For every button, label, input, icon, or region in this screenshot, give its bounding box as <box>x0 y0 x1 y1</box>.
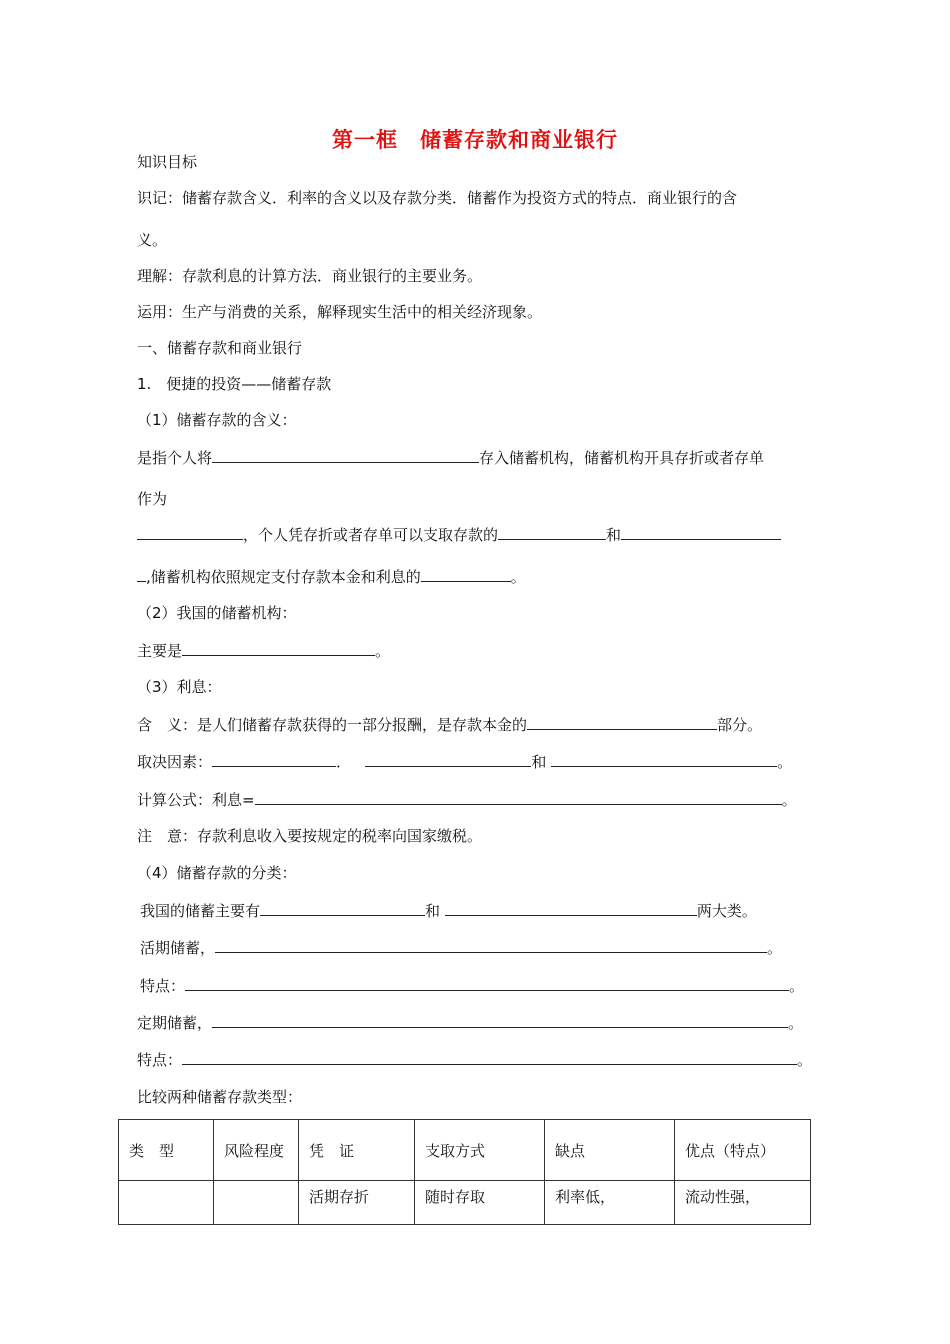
item-1-heading: 1. 便捷的投资——储蓄存款 <box>137 375 332 393</box>
s4-demand-a: 活期储蓄， <box>140 939 216 957</box>
s4-feat2-a: 特点： <box>137 1051 183 1069</box>
s4-feat1-a: 特点： <box>140 977 186 995</box>
blank-field[interactable] <box>255 789 782 805</box>
table-row <box>119 1181 811 1225</box>
table-cell: 活期存折 <box>299 1181 415 1225</box>
s4-demand-b: 。 <box>767 939 783 957</box>
objective-recall-cont: 义。 <box>137 231 168 249</box>
table-header: 优点（特点） <box>675 1120 811 1181</box>
s4-feat1-b: 。 <box>789 977 805 995</box>
s3-formula-b: 。 <box>781 791 797 809</box>
s1-line1 <box>137 447 764 468</box>
s3-meaning-a: 含 义：是人们储蓄存款获得的一部分报酬，是存款本金的 <box>137 716 528 734</box>
table-cell: 随时存取 <box>415 1181 545 1225</box>
s4-fixed-b: 。 <box>788 1014 804 1032</box>
s4-two-c: 两大类。 <box>696 902 757 920</box>
blank-field[interactable] <box>212 1012 788 1028</box>
table-header-row <box>119 1120 811 1181</box>
section-heading: 一、储蓄存款和商业银行 <box>137 339 303 357</box>
s3-formula <box>137 789 797 810</box>
s4-two-a: 我国的储蓄主要有 <box>140 902 261 920</box>
page-title: 第一框 储蓄存款和商业银行 <box>332 128 618 152</box>
s2-line-b: 。 <box>375 642 391 660</box>
s1-line4-a: ,储蓄机构依照规定支付存款本金和利息的 <box>146 568 421 586</box>
blank-field[interactable] <box>365 751 531 767</box>
s1-line3-a: ，个人凭存折或者存单可以支取存款的 <box>243 526 499 544</box>
blank-field[interactable] <box>421 566 511 582</box>
blank-field[interactable] <box>137 524 243 540</box>
comparison-table <box>118 1119 811 1225</box>
blank-field[interactable] <box>527 714 717 730</box>
objectives-heading: 知识目标 <box>137 153 198 171</box>
blank-field[interactable] <box>185 975 789 991</box>
table-cell <box>214 1181 299 1225</box>
blank-field[interactable] <box>212 447 479 463</box>
objective-recall: 识记：储蓄存款含义．利率的含义以及存款分类．储蓄作为投资方式的特点．商业银行的含 <box>137 189 738 207</box>
s4-two-b: 和 <box>425 902 441 920</box>
blank-field[interactable] <box>260 900 425 916</box>
table-header: 类 型 <box>119 1120 214 1181</box>
s1-line1-a: 是指个人将 <box>137 449 213 467</box>
blank-field[interactable] <box>137 566 146 582</box>
blank-field[interactable] <box>621 524 781 540</box>
s3-meaning-b: 部分。 <box>717 716 763 734</box>
s3-formula-a: 计算公式：利息= <box>137 791 255 809</box>
blank-field[interactable] <box>182 640 375 656</box>
s4-label: （4）储蓄存款的分类： <box>137 864 297 882</box>
s2-label: （2）我国的储蓄机构： <box>137 604 297 622</box>
s1-line4-b: 。 <box>510 568 526 586</box>
s3-factors-c: 和 <box>531 753 547 771</box>
table-cell: 流动性强， <box>675 1181 811 1225</box>
s4-feature-1 <box>140 975 804 996</box>
blank-field[interactable] <box>551 751 777 767</box>
blank-field[interactable] <box>498 524 606 540</box>
s3-label: （3）利息： <box>137 678 222 696</box>
s3-factors-b: ． <box>336 753 352 771</box>
s3-meaning <box>137 714 762 735</box>
s4-feat2-b: 。 <box>797 1051 813 1069</box>
table-header: 支取方式 <box>415 1120 545 1181</box>
blank-field[interactable] <box>445 900 697 916</box>
s1-line3-b: 和 <box>606 526 622 544</box>
s1-line2: 作为 <box>137 490 168 508</box>
s2-line <box>137 640 390 661</box>
s4-two-types <box>140 900 757 921</box>
s1-label: （1）储蓄存款的含义： <box>137 411 297 429</box>
s4-fixed-a: 定期储蓄， <box>137 1014 213 1032</box>
table-header: 凭 证 <box>299 1120 415 1181</box>
s2-line-a: 主要是 <box>137 642 183 660</box>
s1-line1-b: 存入储蓄机构，储蓄机构开具存折或者存单 <box>479 449 765 467</box>
blank-field[interactable] <box>212 751 336 767</box>
blank-field[interactable] <box>215 937 767 953</box>
table-header: 风险程度 <box>214 1120 299 1181</box>
s3-factors-d: 。 <box>777 753 793 771</box>
s1-line4 <box>137 566 526 587</box>
s3-factors-a: 取决因素： <box>137 753 213 771</box>
blank-field[interactable] <box>182 1049 797 1065</box>
objective-apply: 运用：生产与消费的关系，解释现实生活中的相关经济现象。 <box>137 303 543 321</box>
table-cell <box>119 1181 214 1225</box>
s4-compare: 比较两种储蓄存款类型： <box>137 1088 303 1106</box>
table-header: 缺点 <box>545 1120 675 1181</box>
s3-factors <box>137 751 792 772</box>
s3-note: 注 意：存款利息收入要按规定的税率向国家缴税。 <box>137 827 483 845</box>
table-cell: 利率低， <box>545 1181 675 1225</box>
s4-feature-2 <box>137 1049 812 1070</box>
objective-understand: 理解：存款利息的计算方法．商业银行的主要业务。 <box>137 267 483 285</box>
s1-line3 <box>137 524 781 545</box>
s4-fixed <box>137 1012 803 1033</box>
s4-demand <box>140 937 782 958</box>
